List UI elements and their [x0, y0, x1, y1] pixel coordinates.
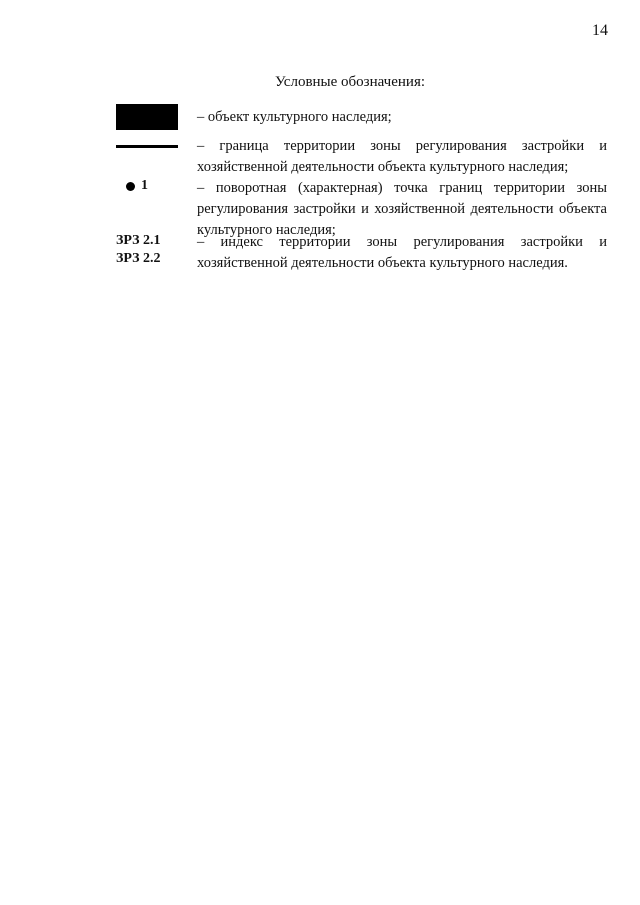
turning-point-label: 1 — [141, 178, 148, 193]
legend-title: Условные обозначения: — [274, 74, 426, 90]
black-rectangle-icon — [116, 104, 178, 130]
zone-boundary-symbol — [116, 136, 178, 148]
turning-point-description: – поворотная (характерная) точка границ территории зоны регулирования застройки и хозяйственной деятельности объекта культурного наследия; — [197, 180, 607, 238]
zone-index-symbol — [116, 232, 178, 268]
boundary-line-icon — [116, 145, 178, 148]
point-dot-icon — [126, 182, 135, 191]
zone-index-description: – индекс территории зоны регулирования застройки и хозяйственной деятельности объекта культурного наследия. — [197, 234, 607, 271]
heritage-object-symbol — [116, 104, 178, 130]
zone-boundary-description: – граница территории зоны регулирования застройки и хозяйственной деятельности объекта культурного наследия; — [197, 138, 607, 175]
heritage-object-description: – объект культурного наследия; — [197, 109, 392, 125]
page-number: 14 — [592, 22, 608, 39]
zone-index-label-2: ЗРЗ 2.2 — [116, 251, 161, 266]
zone-index-label-1: ЗРЗ 2.1 — [116, 233, 161, 248]
turning-point-symbol — [116, 178, 188, 194]
